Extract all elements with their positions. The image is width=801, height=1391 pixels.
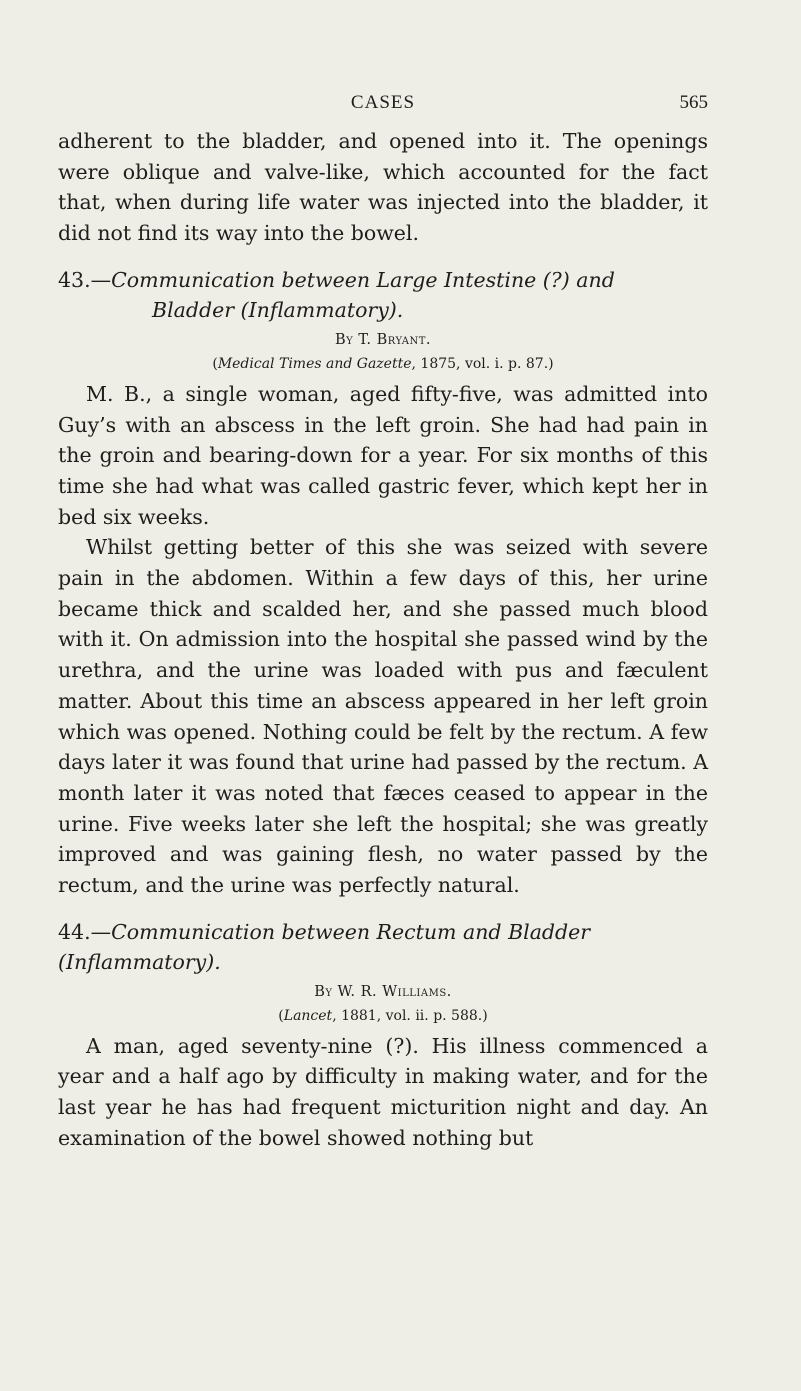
paragraph-continuation: adherent to the bladder, and opened into it. The openings were oblique and valve-like, which accounted for the fact that, when during life water was injected into the bladder, it did not find its way into the bowel.: [58, 129, 708, 246]
running-head: [58, 90, 708, 120]
page-number: 565: [679, 92, 708, 113]
case-43-citation: , 1875, vol. i. p. 87.): [411, 355, 554, 372]
case-44-source-open: (: [278, 1007, 284, 1024]
case-43-title-line2: Bladder (Inflammatory).: [152, 297, 404, 322]
case-44-citation: , 1881, vol. ii. p. 588.): [332, 1007, 488, 1024]
book-page: [58, 90, 708, 1154]
case-43-title-line1: Communication between Large Intestine (?) and: [111, 267, 615, 292]
running-title: CASES: [350, 92, 416, 113]
case-43-number: 43.—: [58, 267, 112, 292]
case-43-source-open: (: [212, 355, 218, 372]
case-44-heading: [58, 917, 708, 977]
case-43-source: [58, 353, 708, 375]
case-43-author: By T. Bryant.: [334, 331, 432, 348]
case-43-paragraph-1: M. B., a single woman, aged fifty-five, was admitted into Guy’s with an abscess in the left groin. She had had pain in the groin and bearing-down for a year. For six months of this time she had what was called gastric fever, which kept her in bed six weeks.: [58, 381, 708, 529]
case-43-journal: Medical Times and Gazette: [217, 355, 412, 372]
case-44-author: By W. R. Williams.: [314, 983, 452, 1000]
case-44-title-line1: Communication between Rectum and Bladder: [111, 919, 591, 944]
case-44-paragraph-1: A man, aged seventy-nine (?). His illness commenced a year and a half ago by difficulty in making water, and for the last year he has had frequent micturition night and day. An examination of the bowel showed nothing but: [58, 1033, 708, 1150]
case-44-title-line2: (Inflammatory).: [58, 949, 221, 974]
case-44-journal: Lancet: [283, 1007, 333, 1024]
case-44-number: 44.—: [58, 919, 112, 944]
case-43-paragraph-2: Whilst getting better of this she was seized with severe pain in the abdomen. Within a few days of this, her urine became thick and scalded her, and she passed much blood with it. On admission into the hospital she passed wind by the urethra, and the urine was loaded with pus and fæculent matter. About this time an abscess appeared in her left groin which was opened. Nothing could be felt by the rectum. A few days later it was found that urine had passed by the rectum. A month later it was noted that fæces ceased to appear in the urine. Five weeks later she left the hospital; she was greatly improved and was gaining flesh, no water passed by the rectum, and the urine was perfectly natural.: [58, 535, 709, 898]
case-44-source: [58, 1005, 708, 1027]
case-43-heading: [58, 265, 708, 325]
